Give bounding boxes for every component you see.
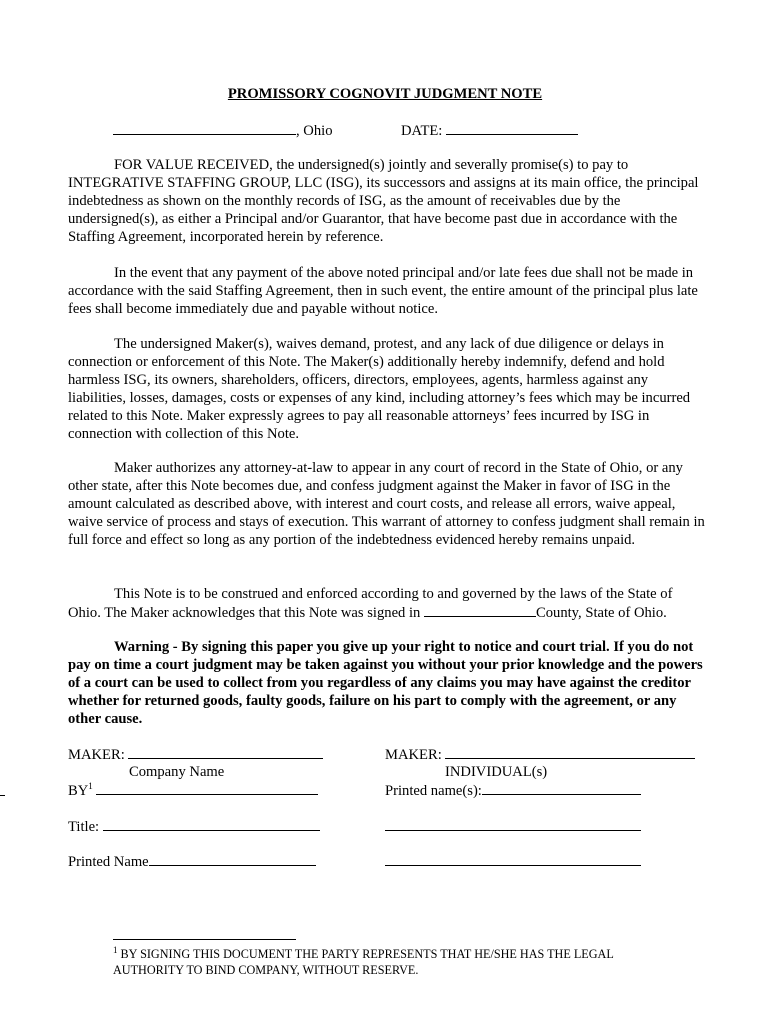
location-line [113, 121, 332, 140]
paragraph-waiver [68, 335, 708, 443]
date-label: DATE: [401, 123, 443, 139]
maker-company-blank[interactable] [128, 745, 323, 759]
maker-company-row [68, 745, 323, 764]
paragraph-text: This Note is to be construed and enforced according to and governed by the laws of the State of Ohio. The Maker acknowledges that this Note was signed in [68, 586, 673, 621]
footnote-text: BY SIGNING THIS DOCUMENT THE PARTY REPRESENTS THAT HE/SHE HAS THE LEGAL AUTHORITY TO BIND COMPANY, WITHOUT RESERVE. [113, 947, 614, 977]
paragraph-governing-law [68, 585, 708, 622]
paragraph-text: FOR VALUE RECEIVED, the undersigned(s) jointly and severally promise(s) to pay to INTEGRATIVE STAFFING GROUP, LLC (ISG), its successors and assigns at its main office, the principal indebtedness as shown on the monthly records of ISG, as the amount of receivables due by the undersigned(s), as either a Principal and/or Guarantor, that have become past due in accordance with the Staffing Agreement, incorporated herein by reference. [68, 157, 699, 245]
individual-signature-row-3 [385, 852, 641, 871]
printed-names-blank[interactable] [482, 781, 641, 795]
footnote-marker: 1 [113, 944, 118, 955]
by-signature-blank[interactable] [96, 781, 318, 795]
paragraph-value-received [68, 156, 708, 246]
printed-name-blank[interactable] [149, 852, 316, 866]
printed-name-row [68, 852, 316, 871]
maker-individual-row [385, 745, 695, 764]
printed-names-label: Printed name(s): [385, 783, 482, 799]
by-footnote-marker: 1 [88, 781, 93, 792]
paragraph-text: Maker authorizes any attorney-at-law to appear in any court of record in the State of Ohio, or any other state, after this Note becomes due, and confess judgment against the Maker in favor of ISG in the amount calculated as described above, with interest and court costs, and release all errors, waive appeal, waive service of process and stays of execution. This warrant of attorney to confess judgment shall remain in full force and effect so long as any portion of the indebtedness evidenced hereby remains unpaid. [68, 460, 705, 548]
by-row [68, 781, 318, 800]
paragraph-text: In the event that any payment of the above noted principal and/or late fees due shall not be made in accordance with the said Staffing Agreement, then in such event, the entire amount of the principal plus late fees shall become immediately due and payable without notice. [68, 265, 698, 317]
maker-individual-blank[interactable] [445, 745, 695, 759]
printed-name-label: Printed Name [68, 854, 149, 870]
county-blank[interactable] [424, 603, 536, 617]
individual-signature-row-2 [385, 817, 641, 836]
footnote [113, 946, 673, 978]
warning-text: Warning - By signing this paper you give up your right to notice and court trial. If you do not pay on time a court judgment may be taken against you without your prior knowledge and the powers of a court can be used to collect from you regardless of any claims you may have against the creditor whether for returned goods, faulty goods, failure on his part to comply with the agreement, or any other cause. [68, 639, 703, 727]
location-suffix: , Ohio [296, 123, 333, 139]
title-row [68, 817, 320, 836]
title-label: Title: [68, 819, 100, 835]
document-title: PROMISSORY COGNOVIT JUDGMENT NOTE [227, 86, 543, 102]
paragraph-attorney [68, 459, 708, 549]
individuals-caption: INDIVIDUAL(s) [445, 764, 548, 780]
date-line [401, 121, 578, 140]
individual-blank-2[interactable] [385, 817, 641, 831]
by-label: BY [68, 783, 89, 799]
maker-right-label: MAKER: [385, 747, 442, 763]
paragraph-text: The undersigned Maker(s), waives demand, protest, and any lack of due diligence or delays in connection or enforcement of this Note. The Maker(s) additionally hereby indemnify, defend and hold harmless ISG, its owners, shareholders, officers, directors, employees, agents, harmless against any liabilities, losses, damages, costs or expenses of any kind, including attorney’s fees which may be incurred related to this Note. Maker expressly agrees to pay all reasonable attorneys’ fees incurred by ISG in connection with collection of this Note. [68, 336, 691, 442]
paragraph-text-end: County, State of Ohio. [536, 605, 667, 621]
warning-paragraph [68, 638, 708, 728]
paragraph-late-fees [68, 264, 708, 318]
date-blank[interactable] [446, 121, 578, 135]
individual-blank-3[interactable] [385, 852, 641, 866]
title-blank[interactable] [103, 817, 320, 831]
footnote-separator [113, 939, 296, 940]
city-blank[interactable] [113, 121, 296, 135]
printed-names-row [385, 781, 641, 800]
margin-mark [0, 795, 5, 796]
maker-left-label: MAKER: [68, 747, 125, 763]
company-name-caption: Company Name [129, 764, 225, 780]
